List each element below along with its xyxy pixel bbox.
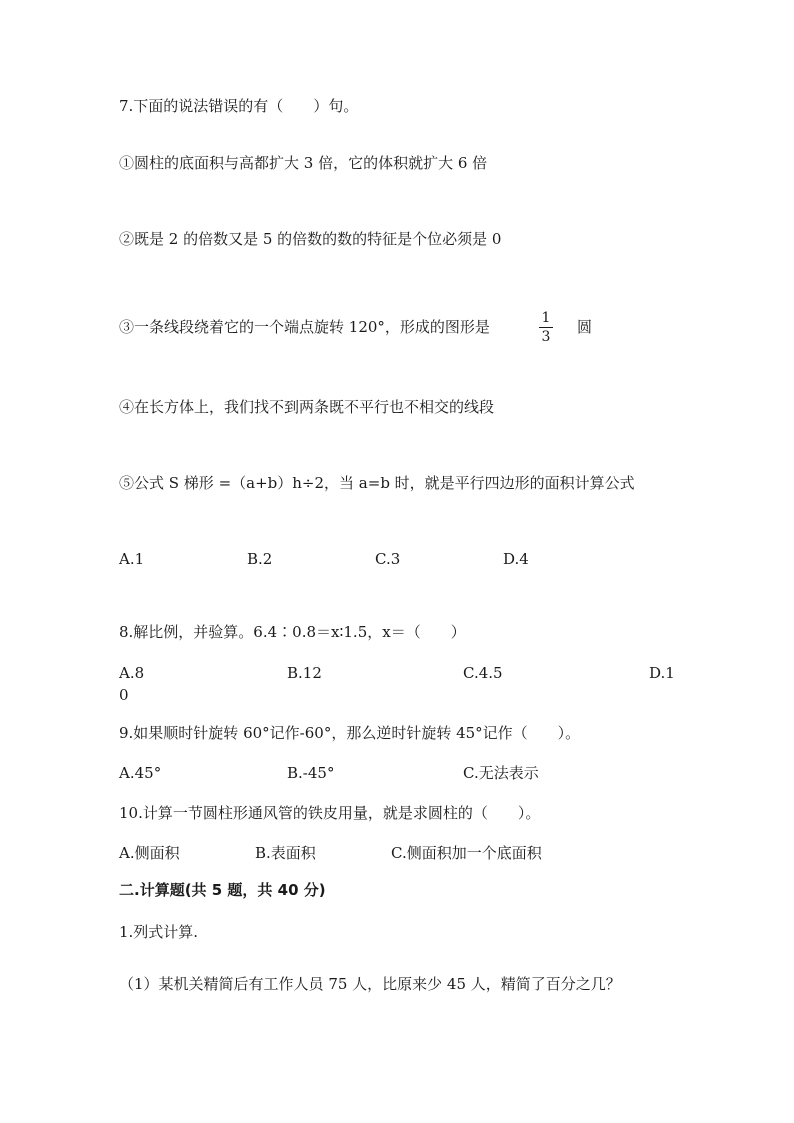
- q7-option-d: D.4: [503, 550, 529, 568]
- statement-5: ⑤公式 S 梯形 =（a+b）h÷2，当 a=b 时，就是平行四边形的面积计算公式: [119, 474, 635, 492]
- q9-option-a: A.45°: [119, 764, 162, 782]
- q7-option-c: C.3: [375, 550, 401, 568]
- q10-option-c: C.侧面积加一个底面积: [391, 844, 542, 862]
- q8-option-d-wrap: 0: [119, 686, 129, 704]
- statement-4: ④在长方体上，我们找不到两条既不平行也不相交的线段: [119, 398, 495, 416]
- q8-option-d: D.1: [649, 664, 675, 682]
- question-7-stem: 7.下面的说法错误的有（ ）句。: [119, 97, 359, 115]
- q10-option-a: A.侧面积: [119, 844, 180, 862]
- question-9-stem: 9.如果顺时针旋转 60°记作-60°，那么逆时针旋转 45°记作（ ）。: [119, 724, 581, 742]
- question-10-stem: 10.计算一节圆柱形通风管的铁皮用量，就是求圆柱的（ ）。: [119, 804, 541, 822]
- q8-option-c: C.4.5: [463, 664, 503, 682]
- statement-2: ②既是 2 的倍数又是 5 的倍数的数的特征是个位必须是 0: [119, 230, 502, 248]
- question-8-stem: 8.解比例，并验算。6.4∶0.8＝x∶1.5，x＝（ ）: [119, 623, 466, 641]
- q8-option-b: B.12: [287, 664, 322, 682]
- statement-3-suffix: 圆: [577, 318, 593, 336]
- q7-option-a: A.1: [119, 550, 145, 568]
- calc-question-1: 1.列式计算.: [119, 923, 199, 941]
- q8-option-a: A.8: [119, 664, 145, 682]
- section-heading: 二.计算题(共 5 题，共 40 分): [119, 881, 326, 899]
- statement-1: ①圆柱的底面积与高都扩大 3 倍，它的体积就扩大 6 倍: [119, 154, 488, 172]
- q10-option-b: B.表面积: [255, 844, 316, 862]
- calc-question-1-part-1: （1）某机关精简后有工作人员 75 人，比原来少 45 人，精简了百分之几？: [119, 975, 621, 993]
- q9-option-c: C.无法表示: [463, 764, 539, 782]
- q9-option-b: B.-45°: [287, 764, 335, 782]
- fraction-one-third: [539, 310, 553, 345]
- fraction-numerator: 1: [541, 310, 551, 326]
- fraction-denominator: 3: [541, 329, 551, 345]
- q7-option-b: B.2: [247, 550, 273, 568]
- fraction-bar: [539, 327, 553, 328]
- statement-3-text: ③一条线段绕着它的一个端点旋转 120°，形成的图形是: [119, 318, 490, 336]
